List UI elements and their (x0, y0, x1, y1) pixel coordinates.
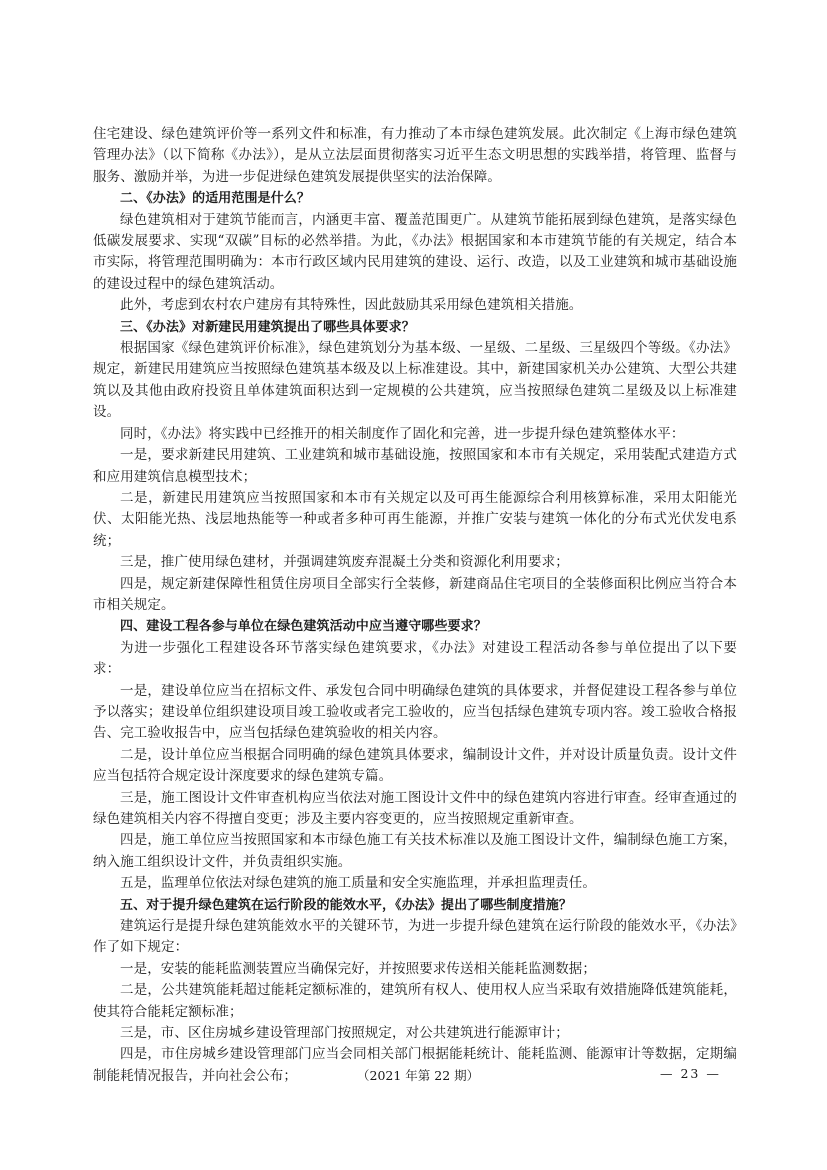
paragraph: 二是，公共建筑能耗超过能耗定额标准的，建筑所有权人、使用权人应当采取有效措施降低建筑能耗，使其符合能耗定额标准； (93, 982, 737, 1020)
paragraph: 住宅建设、绿色建筑评价等一系列文件和标准，有力推动了本市绿色建筑发展。此次制定《上海市绿色建筑管理办法》（以下简称《办法》），是从立法层面贯彻落实习近平生态文明思想的实践举措，将管理、监督与服务、激励并举，为进一步促进绿色建筑发展提供坚实的法治保障。 (93, 126, 737, 185)
paragraph: 此外，考虑到农村农户建房有其特殊性，因此鼓励其采用绿色建筑相关措施。 (120, 297, 583, 314)
paragraph: 三是，推广使用绿色建材，并强调建筑废弃混凝土分类和资源化利用要求； (120, 554, 569, 571)
section-heading: 五、对于提升绿色建筑在运行阶段的能效水平，《办法》提出了哪些制度措施？ (120, 897, 573, 913)
paragraph: 二是，新建民用建筑应当按照国家和本市有关规定以及可再生能源综合利用核算标准，采用太阳能光伏、太阳能光热、浅层地热能等一种或者多种可再生能源，并推广安装与建筑一体化的分布式光伏发电系统； (93, 489, 737, 549)
paragraph: 为进一步强化工程建设各环节落实绿色建筑要求，《办法》对建设工程活动各参与单位提出了以下要求： (93, 639, 737, 678)
paragraph: 四是，市住房城乡建设管理部门应当会同相关部门根据能耗统计、能耗监测、能源审计等数据，定期编制能耗情况报告，并向社会公布； (93, 1046, 737, 1084)
section-heading: 四、建设工程各参与单位在绿色建筑活动中应当遵守哪些要求？ (120, 619, 487, 635)
paragraph: 五是，监理单位依法对绿色建筑的施工质量和安全实施监理，并承担监理责任。 (120, 875, 596, 892)
body-text (93, 124, 737, 1087)
paragraph: 一是，要求新建民用建筑、工业建筑和城市基础设施，按照国家和本市有关规定，采用装配式建造方式和应用建筑信息模型技术； (93, 447, 737, 485)
paragraph: 二是，设计单位应当根据合同明确的绿色建筑具体要求，编制设计文件，并对设计质量负责。设计文件应当包括符合规定设计深度要求的绿色建筑专篇。 (93, 746, 737, 785)
paragraph: 三是，施工图设计文件审查机构应当依法对施工图设计文件中的绿色建筑内容进行审查。经审查通过的绿色建筑相关内容不得擅自变更；涉及主要内容变更的，应当按照规定重新审查。 (93, 789, 737, 827)
section-heading: 三、《办法》对新建民用建筑提出了哪些具体要求？ (120, 319, 415, 335)
paragraph: 一是，建设单位应当在招标文件、承发包合同中明确绿色建筑的具体要求，并督促建设工程各参与单位予以落实；建设单位组织建设项目竣工验收或者完工验收的，应当包括绿色建筑专项内容。竣工验收合格报告、完工验收报告中，应当包括绿色建筑验收的相关内容。 (93, 682, 737, 742)
issue-label: （2021 年第 22 期） (357, 1068, 480, 1083)
paragraph: 绿色建筑相对于建筑节能而言，内涵更丰富、覆盖范围更广。从建筑节能拓展到绿色建筑，是落实绿色低碳发展要求、实现“双碳”目标的必然举措。为此，《办法》根据国家和本市建筑节能的有关规定，结合本市实际，将管理范围明确为：本市行政区域内民用建筑的建设、运行、改造，以及工业建筑和城市基础设施的建设过程中的绿色建筑活动。 (93, 211, 737, 292)
page-number: — 23 — (660, 1066, 721, 1081)
section-heading: 二、《办法》的适用范围是什么？ (120, 191, 311, 207)
paragraph: 建筑运行是提升绿色建筑能效水平的关键环节，为进一步提升绿色建筑在运行阶段的能效水平，《办法》作了如下规定： (93, 918, 737, 956)
paragraph: 三是，市、区住房城乡建设管理部门按照规定，对公共建筑进行能源审计； (120, 1025, 569, 1042)
paragraph: 四是，施工单位应当按照国家和本市绿色施工有关技术标准以及施工图设计文件，编制绿色施工方案，纳入施工组织设计文件，并负责组织实施。 (93, 832, 737, 870)
paragraph: 根据国家《绿色建筑评价标准》，绿色建筑划分为基本级、一星级、二星级、三星级四个等级。《办法》规定，新建民用建筑应当按照绿色建筑基本级及以上标准建设。其中，新建国家机关办公建筑、大型公共建筑以及其他由政府投资且单体建筑面积达到一定规模的公共建筑，应当按照绿色建筑二星级及以上标准建设。 (93, 340, 737, 421)
paragraph: 同时，《办法》将实践中已经推开的相关制度作了固化和完善，进一步提升绿色建筑整体水平： (120, 425, 685, 442)
paragraph: 四是，规定新建保障性租赁住房项目全部实行全装修，新建商品住宅项目的全装修面积比例应当符合本市相关规定。 (93, 575, 737, 613)
paragraph: 一是，安装的能耗监测装置应当确保完好，并按照要求传送相关能耗监测数据； (120, 960, 596, 977)
